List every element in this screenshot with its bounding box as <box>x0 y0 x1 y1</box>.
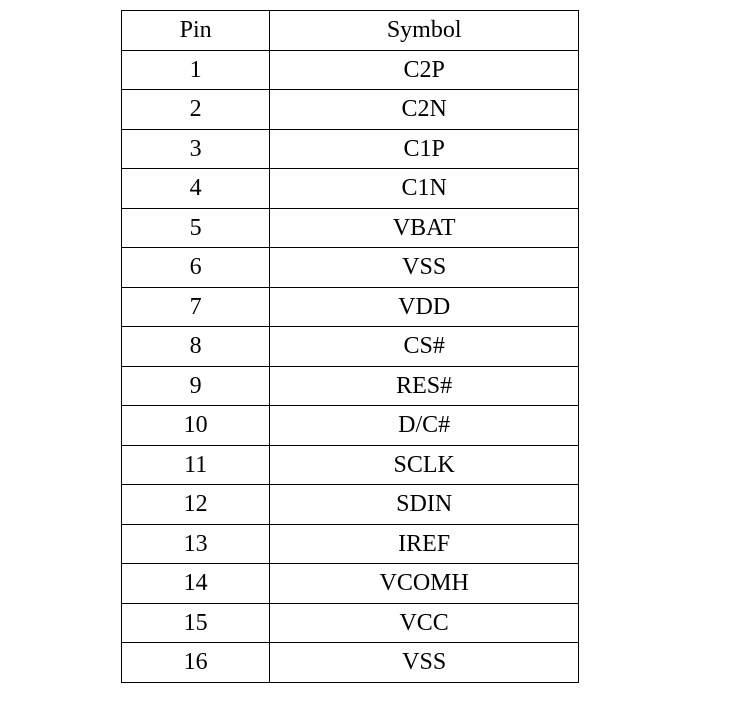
pin-number-cell: 5 <box>122 208 270 248</box>
pin-number-cell: 8 <box>122 327 270 367</box>
pin-number-cell: 14 <box>122 564 270 604</box>
table-row <box>122 50 579 90</box>
pin-table <box>121 10 579 683</box>
table-row <box>122 287 579 327</box>
table-row <box>122 524 579 564</box>
table-header-row <box>122 11 579 51</box>
header-pin: Pin <box>122 11 270 51</box>
table-row <box>122 564 579 604</box>
table-body <box>122 50 579 682</box>
pin-symbol-cell: RES# <box>270 366 579 406</box>
pin-symbol-cell: VDD <box>270 287 579 327</box>
header-symbol: Symbol <box>270 11 579 51</box>
pin-symbol-cell: SCLK <box>270 445 579 485</box>
pin-number-cell: 13 <box>122 524 270 564</box>
table-row <box>122 129 579 169</box>
table-row <box>122 208 579 248</box>
table-row <box>122 248 579 288</box>
table-row <box>122 90 579 130</box>
pin-symbol-cell: VCOMH <box>270 564 579 604</box>
pin-number-cell: 9 <box>122 366 270 406</box>
pin-symbol-cell: VSS <box>270 643 579 683</box>
pin-symbol-cell: CS# <box>270 327 579 367</box>
pin-number-cell: 10 <box>122 406 270 446</box>
pin-number-cell: 6 <box>122 248 270 288</box>
pin-symbol-cell: C2N <box>270 90 579 130</box>
pin-symbol-cell: D/C# <box>270 406 579 446</box>
pin-number-cell: 1 <box>122 50 270 90</box>
pin-symbol-cell: VSS <box>270 248 579 288</box>
pin-number-cell: 16 <box>122 643 270 683</box>
pin-number-cell: 7 <box>122 287 270 327</box>
pin-number-cell: 4 <box>122 169 270 209</box>
pin-symbol-cell: IREF <box>270 524 579 564</box>
pin-number-cell: 12 <box>122 485 270 525</box>
table-row <box>122 169 579 209</box>
table-row <box>122 445 579 485</box>
table-row <box>122 327 579 367</box>
table-row <box>122 366 579 406</box>
pin-symbol-cell: VCC <box>270 603 579 643</box>
pin-symbol-cell: C1P <box>270 129 579 169</box>
pin-symbol-cell: SDIN <box>270 485 579 525</box>
table-row <box>122 603 579 643</box>
pin-symbol-cell: C1N <box>270 169 579 209</box>
pin-symbol-cell: C2P <box>270 50 579 90</box>
table-row <box>122 406 579 446</box>
table-row <box>122 485 579 525</box>
pin-number-cell: 15 <box>122 603 270 643</box>
pin-number-cell: 2 <box>122 90 270 130</box>
pin-symbol-cell: VBAT <box>270 208 579 248</box>
pin-number-cell: 11 <box>122 445 270 485</box>
pin-number-cell: 3 <box>122 129 270 169</box>
table-row <box>122 643 579 683</box>
